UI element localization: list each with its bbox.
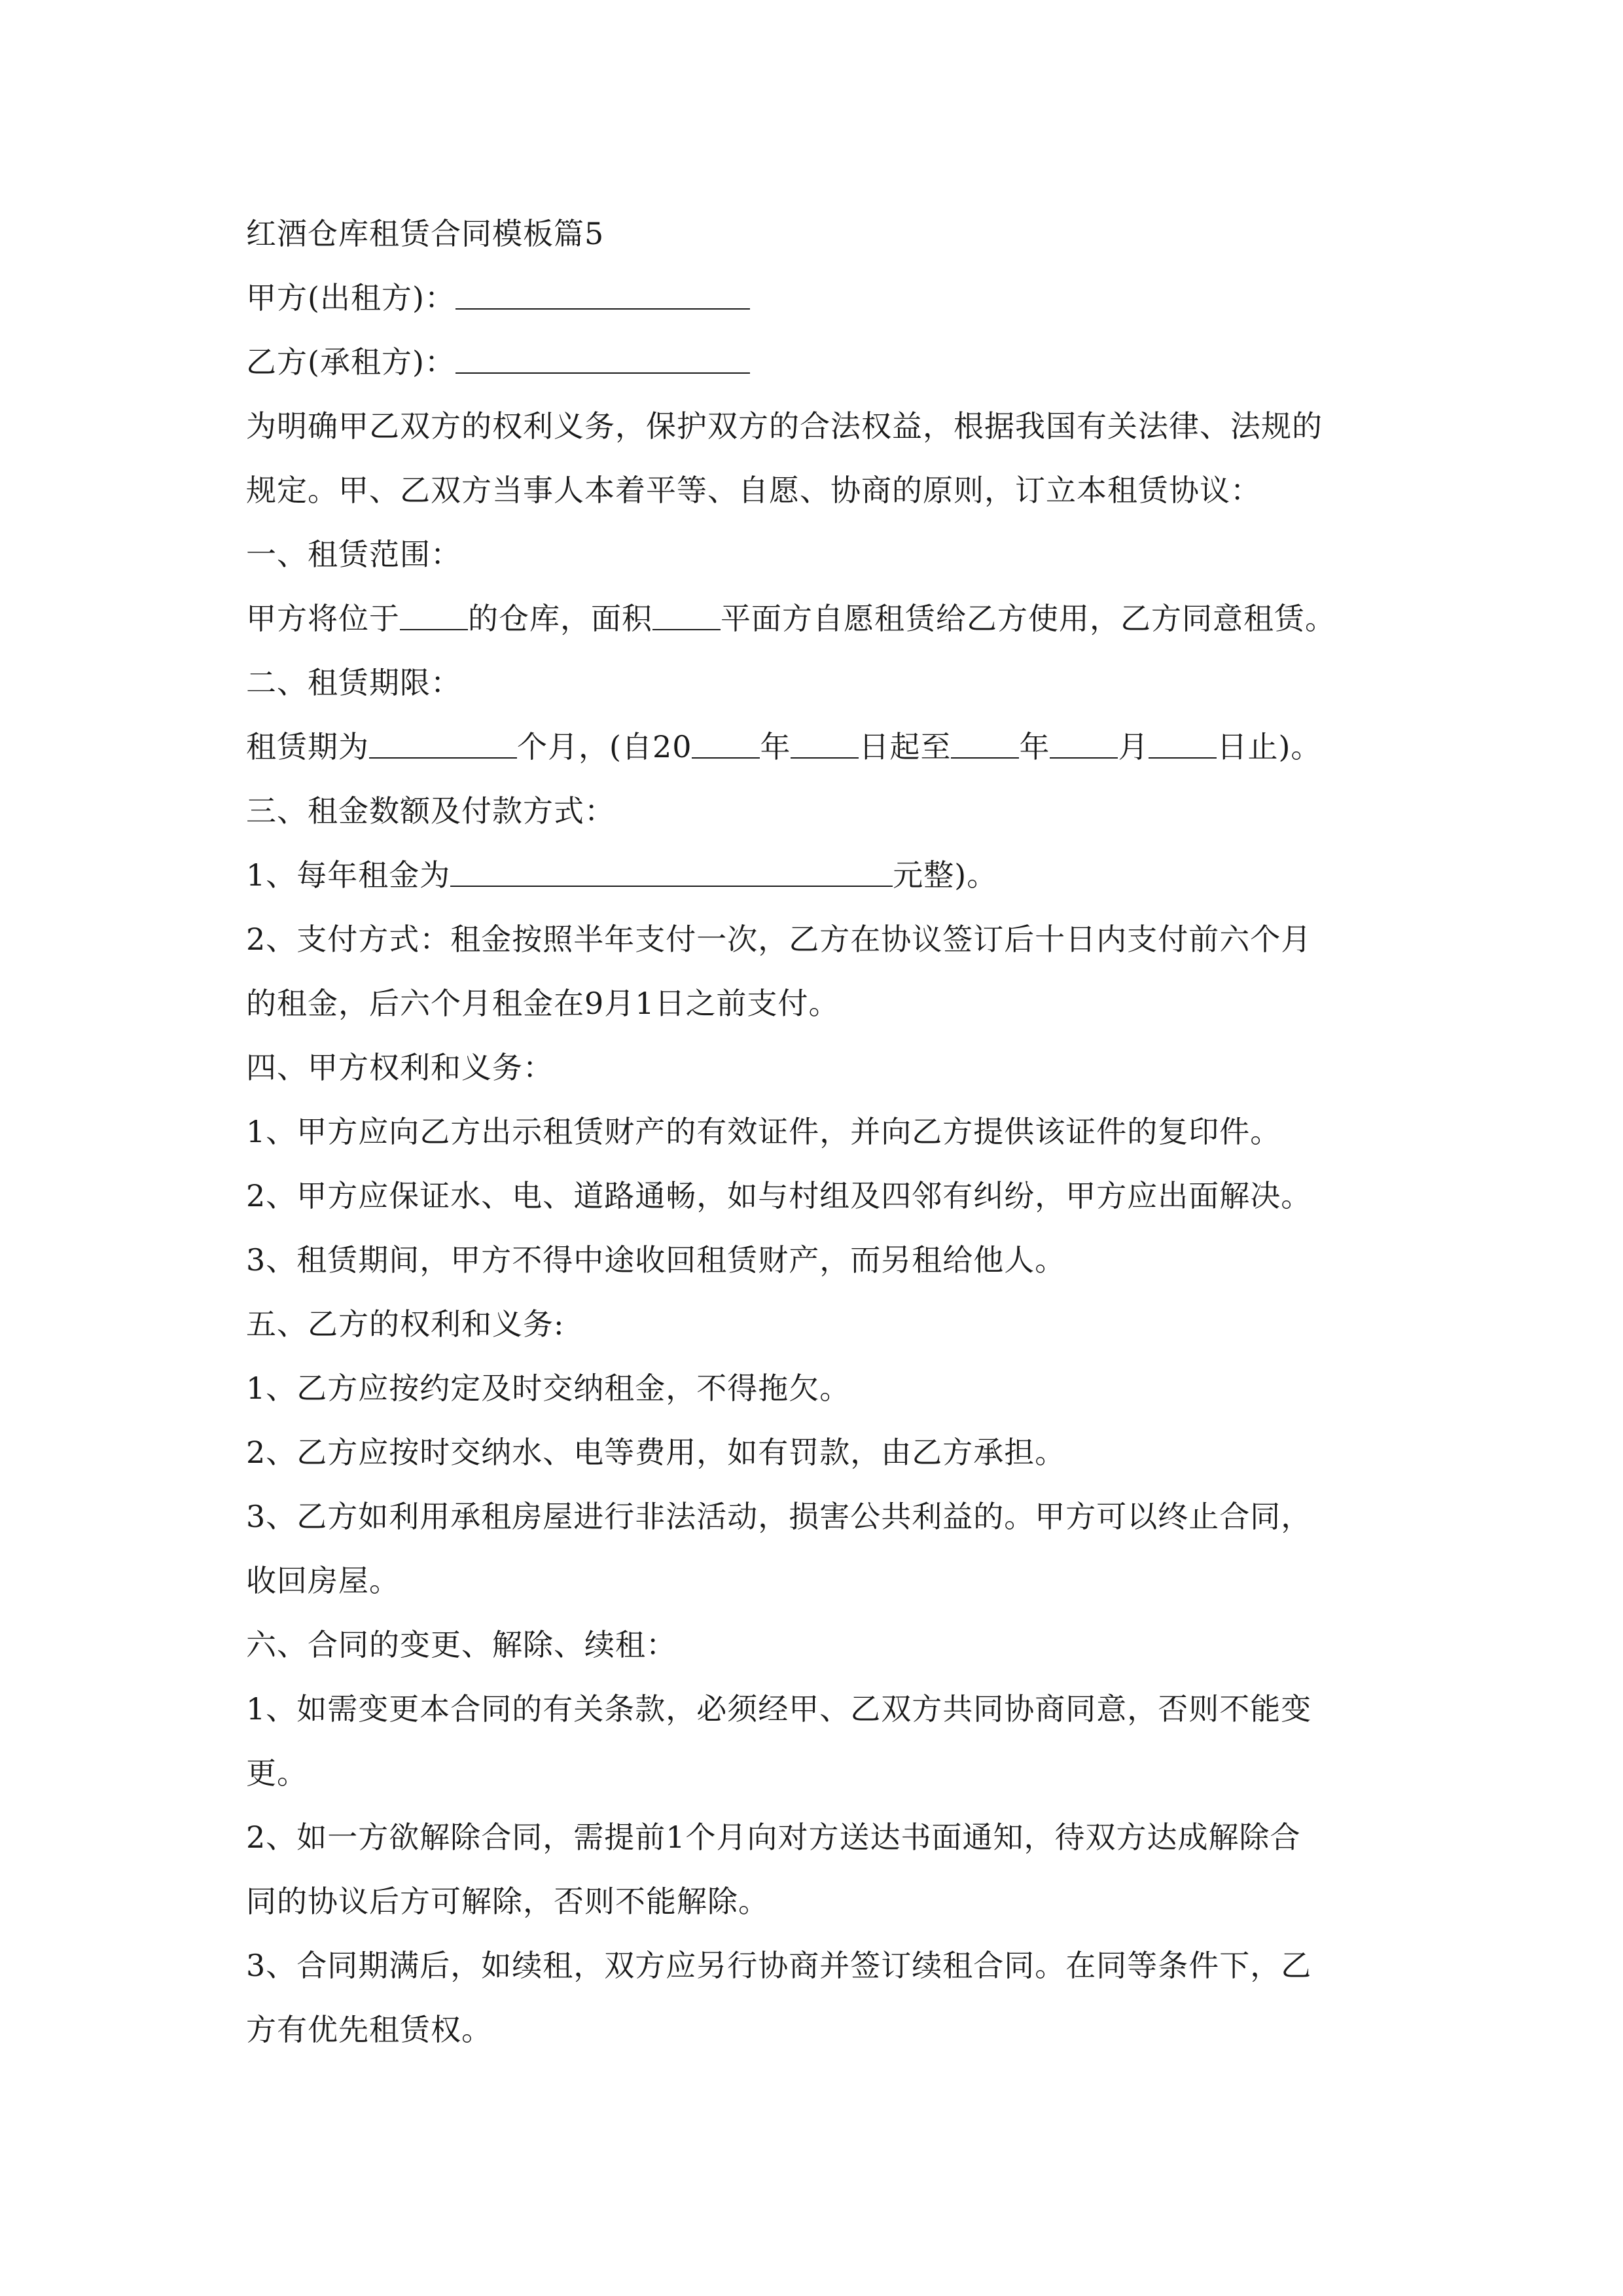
section-2-heading: 二、租赁期限： bbox=[246, 665, 461, 700]
section-3-item-1 bbox=[246, 843, 1418, 907]
section-4-item-3: 3、租赁期间，甲方不得中途收回租赁财产，而另租给他人。 bbox=[246, 1242, 1066, 1278]
party-a-line bbox=[246, 266, 1418, 330]
s1-text-b: 的仓库，面积 bbox=[468, 601, 652, 636]
section-5-item-2: 2、乙方应按时交纳水、电等费用，如有罚款，由乙方承担。 bbox=[246, 1435, 1066, 1470]
section-1-heading: 一、租赁范围： bbox=[246, 537, 461, 572]
end-day-blank bbox=[1149, 731, 1217, 759]
start-day-blank bbox=[791, 731, 859, 759]
section-3-item-2-line-1: 2、支付方式：租金按照半年支付一次，乙方在协议签订后十日内支付前六个月 bbox=[246, 922, 1312, 957]
s2-text-c: 年 bbox=[760, 729, 791, 764]
section-4-heading: 四、甲方权利和义务： bbox=[246, 1050, 554, 1085]
party-a-blank bbox=[455, 282, 750, 310]
s2-text-g: 日止)。 bbox=[1217, 729, 1322, 764]
section-1-clause bbox=[246, 586, 1418, 651]
area-blank bbox=[652, 603, 721, 630]
section-6-heading: 六、合同的变更、解除、续租： bbox=[246, 1627, 677, 1662]
document-title: 红酒仓库租赁合同模板篇5 bbox=[246, 216, 605, 251]
section-2-clause bbox=[246, 715, 1418, 779]
party-b-blank bbox=[455, 346, 750, 374]
document-body bbox=[246, 202, 1418, 2062]
months-blank bbox=[369, 731, 517, 759]
section-6-item-2-line-1: 2、如一方欲解除合同，需提前1个月向对方送达书面通知，待双方达成解除合 bbox=[246, 1820, 1301, 1855]
section-6-item-1-line-2: 更。 bbox=[246, 1755, 308, 1791]
s3-1-text-b: 元整)。 bbox=[893, 857, 998, 893]
s2-text-e: 年 bbox=[1019, 729, 1050, 764]
section-5-heading: 五、乙方的权利和义务: bbox=[246, 1306, 565, 1342]
s2-text-b: 个月，(自20 bbox=[517, 729, 692, 764]
section-6-item-3-line-2: 方有优先租赁权。 bbox=[246, 2012, 492, 2047]
section-6-item-1-line-1: 1、如需变更本合同的有关条款，必须经甲、乙双方共同协商同意，否则不能变 bbox=[246, 1691, 1312, 1727]
party-b-label: 乙方(承租方)： bbox=[246, 344, 455, 380]
s1-text-a: 甲方将位于 bbox=[246, 601, 400, 636]
section-4-item-2: 2、甲方应保证水、电、道路通畅，如与村组及四邻有纠纷，甲方应出面解决。 bbox=[246, 1178, 1312, 1213]
s1-text-c: 平面方自愿租赁给乙方使用，乙方同意租赁。 bbox=[721, 601, 1336, 636]
party-b-line bbox=[246, 330, 1418, 394]
section-4-item-1: 1、甲方应向乙方出示租赁财产的有效证件，并向乙方提供该证件的复印件。 bbox=[246, 1114, 1281, 1149]
section-5-item-1: 1、乙方应按约定及时交纳租金，不得拖欠。 bbox=[246, 1371, 851, 1406]
section-3-item-2-line-2: 的租金，后六个月租金在9月1日之前支付。 bbox=[246, 986, 840, 1021]
end-month-blank bbox=[1050, 731, 1118, 759]
s2-text-d: 日起至 bbox=[859, 729, 952, 764]
party-a-label: 甲方(出租方)： bbox=[246, 280, 455, 315]
end-year-blank bbox=[951, 731, 1019, 759]
s3-1-text-a: 1、每年租金为 bbox=[246, 857, 451, 893]
section-3-heading: 三、租金数额及付款方式： bbox=[246, 793, 615, 829]
location-blank bbox=[400, 603, 468, 630]
s2-text-f: 月 bbox=[1118, 729, 1149, 764]
intro-line-1: 为明确甲乙双方的权利义务，保护双方的合法权益，根据我国有关法律、法规的 bbox=[246, 408, 1323, 444]
intro-line-2: 规定。甲、乙双方当事人本着平等、自愿、协商的原则，订立本租赁协议： bbox=[246, 473, 1261, 508]
section-6-item-2-line-2: 同的协议后方可解除，否则不能解除。 bbox=[246, 1884, 769, 1919]
start-year-blank bbox=[692, 731, 760, 759]
section-6-item-3-line-1: 3、合同期满后，如续租，双方应另行协商并签订续租合同。在同等条件下，乙 bbox=[246, 1948, 1312, 1983]
s2-text-a: 租赁期为 bbox=[246, 729, 369, 764]
section-5-item-3-line-1: 3、乙方如利用承租房屋进行非法活动，损害公共利益的。甲方可以终止合同， bbox=[246, 1499, 1312, 1534]
annual-rent-blank bbox=[450, 859, 893, 887]
section-5-item-3-line-2: 收回房屋。 bbox=[246, 1563, 400, 1598]
